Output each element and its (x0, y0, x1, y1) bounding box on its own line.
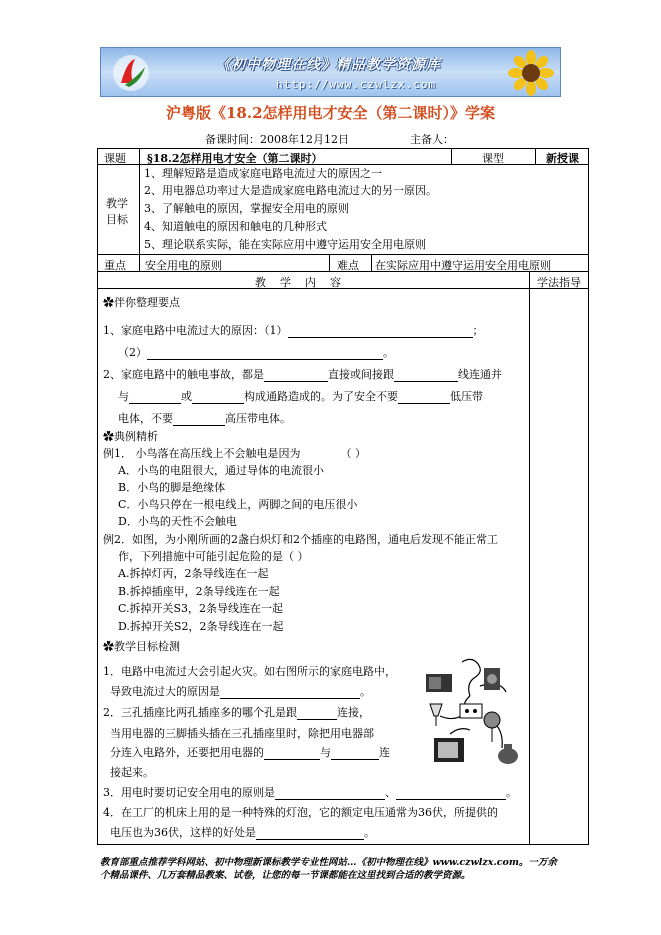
hard-value: 在实际应用中遵守运用安全用电原则 (375, 259, 551, 272)
guide-header: 学法指导 (537, 276, 581, 289)
topic-value: §18.2怎样用电才安全（第二课时） (147, 152, 323, 165)
s1-q2-line1: 2、家庭电路中的触电事故，都是 直接或间接跟 线连通并 (103, 368, 502, 381)
s3-q1-line1: 1．电路中电流过大会引起火灾。如右图所示的家庭电路中， (103, 665, 396, 678)
goals-label-2: 目标 (106, 213, 128, 226)
s3-q1-line2: 导致电流过大的原因是 。 (110, 685, 371, 698)
ex1-option-c: C．小鸟只停在一根电线上，两脚之间的电压很小 (118, 498, 358, 511)
section2-heading: ✿典例精析 (103, 430, 158, 443)
section3-heading: ✿教学目标检测 (103, 640, 180, 653)
s1-q1a: 1、家庭电路中电流过大的原因：（1） ； (103, 324, 484, 337)
topic-label: 课题 (104, 152, 126, 165)
radio-icon (426, 674, 452, 692)
lamp-icon (430, 704, 442, 726)
goal-item-1: 1、理解短路是造成家庭电路电流过大的原因之一 (144, 167, 382, 180)
s3-q2-line1: 2．三孔插座比两孔插座多的哪个孔是跟 连接， (103, 706, 370, 719)
sunflower-icon (508, 50, 554, 96)
banner-title: 《初中物理在线》精品教学资源库 (216, 57, 441, 73)
type-label: 课型 (482, 152, 504, 165)
ex2-option-c: C.拆掉开关S3，2条导线连在一起 (118, 602, 284, 615)
preparer: 主备人： (410, 133, 454, 146)
ex1-option-d: D．小鸟的天性不会触电 (118, 515, 237, 528)
goal-item-5: 5、理论联系实际，能在实际应用中遵守运用安全用电原则 (144, 238, 426, 251)
s1-q1b: （2） 。 (118, 346, 394, 359)
hard-label: 难点 (337, 259, 359, 272)
page-footer (100, 856, 580, 882)
speaker-icon (484, 668, 500, 690)
type-value: 新授课 (546, 152, 579, 165)
site-logo-icon (111, 53, 151, 93)
ex1-question: 例1． 小鸟落在高压线上不会触电是因为 （ ） (103, 447, 366, 460)
s1-q2-line3: 电体，不要 高压带电体。 (118, 412, 291, 425)
s1-q2-line2: 与 或 构成通路造成的。为了安全不要 低压带 (118, 390, 483, 403)
s3-q2-line4: 接起来。 (110, 766, 154, 779)
ex2-option-a: A.拆掉灯丙，2条导线连在一起 (118, 567, 269, 580)
goals-label-1: 教学 (106, 197, 128, 210)
kettle-icon (498, 744, 518, 764)
key-value: 安全用电的原则 (145, 259, 222, 272)
key-label: 重点 (104, 259, 126, 272)
ex2-line2: 作，下列措施中可能引起危险的是（ ） (118, 550, 309, 563)
s3-q2-line3: 分连入电路外，还要把用电器的 与 连 (110, 746, 390, 759)
banner-url[interactable]: http://www.czwlzx.com (276, 78, 437, 91)
footer-line-2: 个精品课件、几万套精品教案、试卷，让您的每一节课都能在这里找到合适的教学资源。 (100, 870, 471, 881)
goal-item-4: 4、知道触电的原因和触电的几种形式 (144, 220, 327, 233)
ex2-line1: 例2．如图，为小刚所画的2盏白炽灯和2个插座的电路图，通电后发现不能正常工 (103, 533, 498, 546)
ex1-option-b: B．小鸟的脚是绝缘体 (118, 481, 226, 494)
content-header: 教 学 内 容 (255, 276, 341, 289)
document-title: 沪粤版《18.2怎样用电才安全（第二课时）》学案 (165, 104, 496, 122)
s3-q4-line2: 电压也为36伏，这样的好处是 。 (110, 826, 375, 839)
ex1-option-a: A．小鸟的电阻很大，通过导体的电流很小 (118, 464, 324, 477)
s3-q3: 3．用电时要切记安全用电的原则是 、 。 (103, 786, 517, 799)
household-circuit-illustration (420, 656, 528, 774)
prep-time: 备课时间：2008年12月12日 (205, 133, 349, 146)
ex2-option-b: B.拆掉插座甲，2条导线连在一起 (118, 585, 280, 598)
site-banner (100, 47, 561, 97)
footer-line-1: 教育部重点推荐学科网站、初中物理新课标教学专业性网站…《初中物理在线》www.czwlzx.com。一万余 (100, 857, 557, 868)
ex2-option-d: D.拆掉开关S2，2条导线连在一起 (118, 620, 284, 633)
section1-heading: ✿伴你整理要点 (103, 296, 180, 309)
goal-item-2: 2、用电器总功率过大是造成家庭电路电流过大的另一原因。 (144, 184, 437, 197)
s3-q4-line1: 4．在工厂的机床上用的是一种特殊的灯泡，它的额定电压通常为36伏，所提供的 (103, 806, 498, 819)
plug-strip-icon (460, 704, 482, 718)
goal-item-3: 3、了解触电的原因，掌握安全用电的原则 (144, 202, 349, 215)
s3-q2-line2: 当用电器的三脚插头插在三孔插座里时，除把用电器部 (110, 727, 374, 740)
television-icon (434, 738, 464, 762)
